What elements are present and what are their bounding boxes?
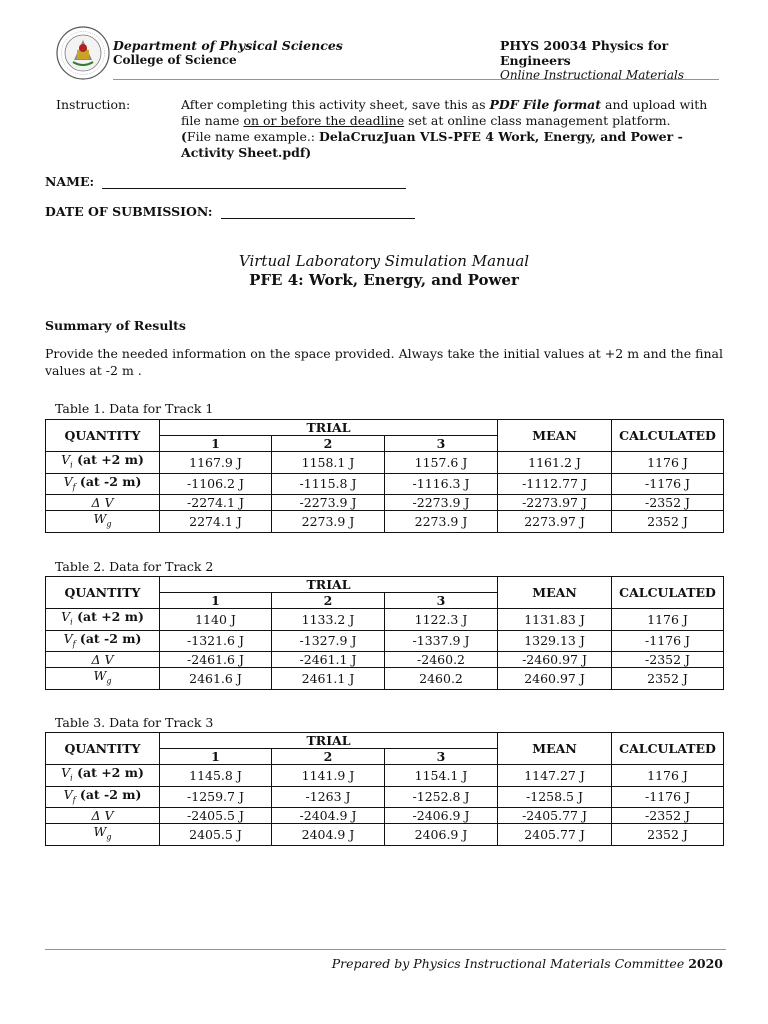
- row-label-vi: [46, 609, 160, 631]
- table-cell: -2273.9 J: [385, 495, 498, 511]
- vf-text: (at -2 m): [75, 473, 142, 489]
- footer-year: 2020: [688, 956, 723, 971]
- table-row: [46, 473, 724, 495]
- table-cell: 2352 J: [612, 511, 724, 533]
- table-cell: 2406.9 J: [385, 824, 498, 846]
- mean-header: MEAN: [498, 733, 612, 765]
- trial-2-header: 2: [272, 593, 385, 609]
- trial-1-header: 1: [160, 593, 272, 609]
- table-cell: -2352 J: [612, 808, 724, 824]
- table-row: [46, 824, 724, 846]
- vf-symbol: V: [63, 786, 73, 802]
- header-institution: [113, 38, 343, 68]
- table-cell: 1140 J: [160, 609, 272, 631]
- table-row: [46, 652, 724, 668]
- table-cell: -1116.3 J: [385, 473, 498, 495]
- table-cell: -2274.1 J: [160, 495, 272, 511]
- dv-symbol: Δ V: [91, 652, 114, 667]
- date-field: [45, 204, 415, 219]
- dv-symbol: Δ V: [91, 495, 114, 510]
- instruction-example-label: File name example.:: [186, 129, 319, 144]
- vi-text: (at +2 m): [72, 609, 144, 624]
- trial-1-header: 1: [160, 749, 272, 765]
- header-course: [500, 38, 716, 83]
- table-cell: 1147.27 J: [498, 765, 612, 787]
- table-caption: Table 2. Data for Track 2: [55, 559, 214, 574]
- vi-subscript: i: [70, 773, 73, 783]
- table-cell: -2406.9 J: [385, 808, 498, 824]
- row-label-dv: [46, 808, 160, 824]
- table-cell: 1158.1 J: [272, 452, 385, 474]
- wg-symbol: W: [93, 824, 107, 839]
- manual-title: Virtual Laboratory Simulation Manual: [238, 252, 530, 270]
- vf-symbol: V: [63, 473, 73, 489]
- table-cell: -1176 J: [612, 786, 724, 808]
- trial-2-header: 2: [272, 749, 385, 765]
- table-cell: 2405.5 J: [160, 824, 272, 846]
- table-row: [46, 765, 724, 787]
- table-cell: 1141.9 J: [272, 765, 385, 787]
- wg-subscript: g: [106, 519, 112, 529]
- table-cell: 2352 J: [612, 668, 724, 690]
- row-label-wg: [46, 824, 160, 846]
- name-field: [45, 174, 406, 189]
- table-cell: 1161.2 J: [498, 452, 612, 474]
- instruction-part2: and upload with file name: [181, 97, 708, 128]
- table-row: [46, 452, 724, 474]
- table-cell: 1176 J: [612, 765, 724, 787]
- trial-3-header: 3: [385, 749, 498, 765]
- row-label-dv: [46, 652, 160, 668]
- college-name: College of Science: [113, 53, 237, 67]
- table-caption: Table 1. Data for Track 1: [55, 401, 214, 416]
- header-divider: [113, 79, 719, 80]
- quantity-header: QUANTITY: [46, 420, 160, 452]
- vi-text: (at +2 m): [72, 765, 144, 780]
- table-cell: 1176 J: [612, 609, 724, 631]
- table-caption: Table 3. Data for Track 3: [55, 715, 214, 730]
- table-cell: 2460.2: [385, 668, 498, 690]
- trial-3-header: 3: [385, 593, 498, 609]
- date-input-line[interactable]: [221, 206, 415, 219]
- table-cell: -1321.6 J: [160, 630, 272, 652]
- table-row: [46, 511, 724, 533]
- row-label-wg: [46, 511, 160, 533]
- table-cell: 2274.1 J: [160, 511, 272, 533]
- table-cell: 1329.13 J: [498, 630, 612, 652]
- vi-symbol: V: [61, 452, 71, 467]
- table-cell: 1145.8 J: [160, 765, 272, 787]
- data-table-track-3: [45, 732, 724, 846]
- table-row: [46, 609, 724, 631]
- vf-text: (at -2 m): [75, 786, 142, 802]
- table-cell: 2352 J: [612, 824, 724, 846]
- table-cell: -2461.6 J: [160, 652, 272, 668]
- trial-header: TRIAL: [160, 733, 498, 749]
- table-cell: -2352 J: [612, 495, 724, 511]
- row-label-wg: [46, 668, 160, 690]
- vf-text: (at -2 m): [75, 630, 142, 646]
- row-label-vi: [46, 452, 160, 474]
- table-cell: 1122.3 J: [385, 609, 498, 631]
- pfe-title: PFE 4: Work, Energy, and Power: [249, 271, 519, 289]
- quantity-header: QUANTITY: [46, 733, 160, 765]
- calculated-header: CALCULATED: [612, 733, 724, 765]
- table-cell: -2352 J: [612, 652, 724, 668]
- table-cell: -1259.7 J: [160, 786, 272, 808]
- table-cell: 1167.9 J: [160, 452, 272, 474]
- table-cell: 2273.9 J: [385, 511, 498, 533]
- trial-header: TRIAL: [160, 577, 498, 593]
- table-cell: -2460.2: [385, 652, 498, 668]
- name-label: NAME:: [45, 174, 95, 189]
- footer-prepared: Prepared by Physics Instructional Materials Committee: [331, 956, 689, 971]
- vi-subscript: i: [70, 460, 73, 470]
- vf-subscript: f: [72, 482, 76, 491]
- table-cell: -2405.77 J: [498, 808, 612, 824]
- instruction-part3: set at online class management platform.: [404, 113, 671, 128]
- table-cell: 2273.97 J: [498, 511, 612, 533]
- trial-3-header: 3: [385, 436, 498, 452]
- row-label-vi: [46, 765, 160, 787]
- table-cell: -1327.9 J: [272, 630, 385, 652]
- table-cell: -2461.1 J: [272, 652, 385, 668]
- vf-subscript: f: [72, 639, 76, 648]
- table-cell: 1157.6 J: [385, 452, 498, 474]
- vf-subscript: f: [72, 795, 76, 804]
- table-cell: -2273.9 J: [272, 495, 385, 511]
- row-label-vf: [46, 473, 160, 495]
- table-cell: 2273.9 J: [272, 511, 385, 533]
- wg-subscript: g: [106, 676, 112, 686]
- trial-header: TRIAL: [160, 420, 498, 436]
- wg-symbol: W: [93, 668, 107, 683]
- footer-credit: [332, 956, 723, 971]
- data-table-track-2: [45, 576, 724, 690]
- wg-subscript: g: [106, 832, 112, 842]
- table-cell: -2404.9 J: [272, 808, 385, 824]
- vf-symbol: V: [63, 630, 73, 646]
- table-cell: 1154.1 J: [385, 765, 498, 787]
- table-cell: -1337.9 J: [385, 630, 498, 652]
- instruction-format: PDF File format: [489, 97, 602, 112]
- table-cell: 1131.83 J: [498, 609, 612, 631]
- trial-1-header: 1: [160, 436, 272, 452]
- date-label: DATE OF SUBMISSION:: [45, 204, 213, 219]
- table-cell: -1176 J: [612, 630, 724, 652]
- instruction-example-name: DelaCruzJuan VLS-PFE 4 Work, Energy, and Power - Activity Sheet.pdf): [181, 129, 683, 160]
- table-cell: 2461.1 J: [272, 668, 385, 690]
- table-cell: 2461.6 J: [160, 668, 272, 690]
- mean-header: MEAN: [498, 420, 612, 452]
- table-cell: -1176 J: [612, 473, 724, 495]
- table-row: [46, 630, 724, 652]
- table-cell: -1106.2 J: [160, 473, 272, 495]
- vi-text: (at +2 m): [72, 452, 144, 467]
- table-row: [46, 668, 724, 690]
- table-cell: -1252.8 J: [385, 786, 498, 808]
- mean-header: MEAN: [498, 577, 612, 609]
- course-title: PHYS 20034 Physics for Engineers: [500, 38, 669, 68]
- vi-symbol: V: [61, 765, 71, 780]
- name-input-line[interactable]: [102, 176, 406, 189]
- vi-symbol: V: [61, 609, 71, 624]
- table-cell: -2460.97 J: [498, 652, 612, 668]
- data-table-track-1: [45, 419, 724, 533]
- table-cell: 2404.9 J: [272, 824, 385, 846]
- table-row: [46, 786, 724, 808]
- instruction-deadline: on or before the deadline: [243, 113, 405, 128]
- table-row: [46, 495, 724, 511]
- summary-heading: Summary of Results: [45, 318, 186, 333]
- materials-label: Online Instructional Materials: [500, 68, 685, 82]
- footer-divider: [45, 949, 726, 950]
- university-seal-logo: [56, 26, 110, 80]
- wg-symbol: W: [93, 511, 107, 526]
- table-cell: -1112.77 J: [498, 473, 612, 495]
- instruction-part1: After completing this activity sheet, save this as: [181, 97, 490, 112]
- calculated-header: CALCULATED: [612, 577, 724, 609]
- table-cell: 2405.77 J: [498, 824, 612, 846]
- provide-instructions: Provide the needed information on the space provided. Always take the initial values at +2 m and the final values at -2 m .: [45, 346, 723, 378]
- department-name: Department of Physical Sciences: [113, 38, 343, 53]
- instruction-example-open: (: [181, 129, 187, 144]
- table-row: [46, 808, 724, 824]
- table-cell: -1263 J: [272, 786, 385, 808]
- table-cell: 1133.2 J: [272, 609, 385, 631]
- table-cell: 2460.97 J: [498, 668, 612, 690]
- quantity-header: QUANTITY: [46, 577, 160, 609]
- table-cell: -1115.8 J: [272, 473, 385, 495]
- vi-subscript: i: [70, 617, 73, 627]
- row-label-dv: [46, 495, 160, 511]
- instruction-text: [181, 97, 721, 161]
- table-cell: -2405.5 J: [160, 808, 272, 824]
- table-cell: -1258.5 J: [498, 786, 612, 808]
- table-cell: 1176 J: [612, 452, 724, 474]
- trial-2-header: 2: [272, 436, 385, 452]
- instruction-label: Instruction:: [56, 97, 131, 112]
- dv-symbol: Δ V: [91, 808, 114, 823]
- table-cell: -2273.97 J: [498, 495, 612, 511]
- row-label-vf: [46, 630, 160, 652]
- row-label-vf: [46, 786, 160, 808]
- calculated-header: CALCULATED: [612, 420, 724, 452]
